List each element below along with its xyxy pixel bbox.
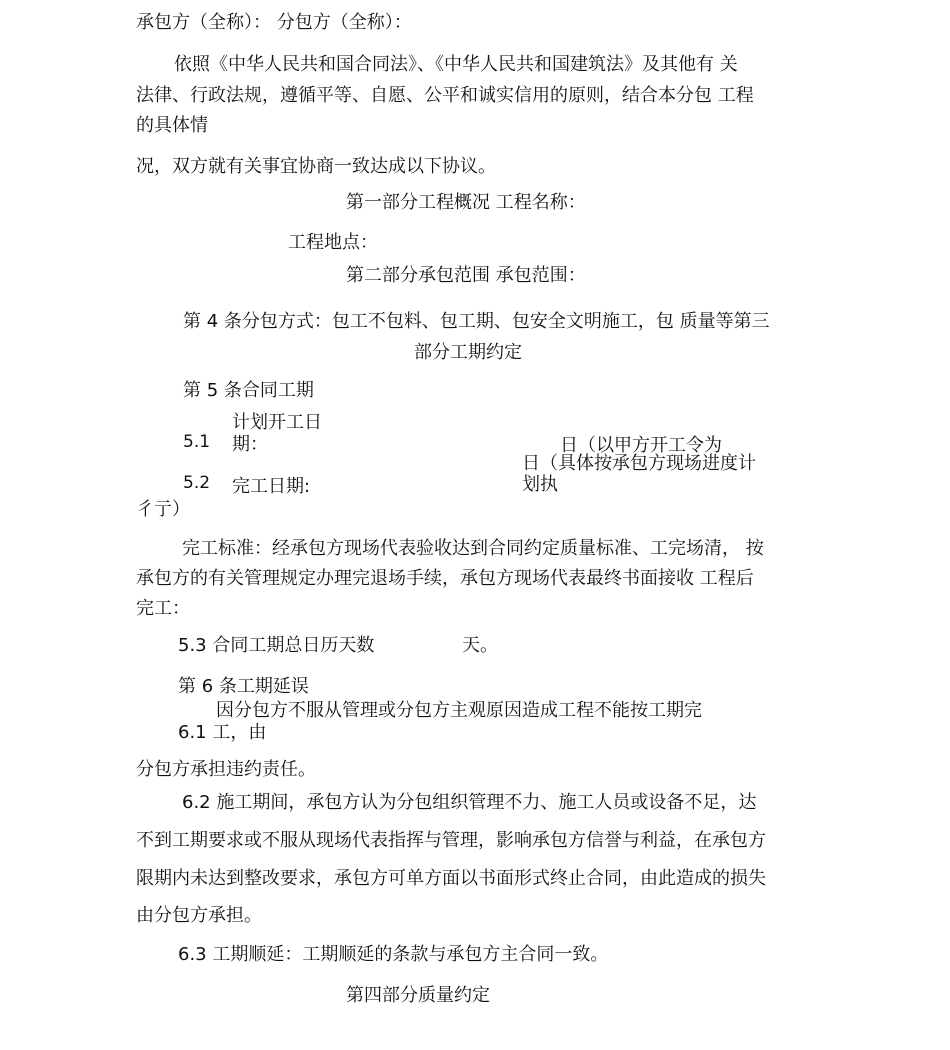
section-6-2-line-1: 6.2 施工期间，承包方认为分包组织管理不力、施工人员或设备不足，达 <box>182 792 757 813</box>
article6-title: 第 6 条工期延误 <box>178 676 309 697</box>
section-6-3: 6.3 工期顺延：工期顺延的条款与承包方主合同一致。 <box>178 944 609 965</box>
intro-line-2: 法律、行政法规，遵循平等、自愿、公平和诚实信用的原则，结合本分包 工程 <box>136 85 754 106</box>
section-5-2-tail: 彳亍） <box>136 499 190 520</box>
intro-line-1: 依照《中华人民共和国合同法》、《中华人民共和国建筑法》及其他有 关 <box>174 54 738 75</box>
section-6-1-end: 分包方承担违约责任。 <box>136 759 316 780</box>
section-5-1-number: 5.1 <box>183 432 211 452</box>
section-5-3-text: 5.3 合同工期总日历天数 <box>178 635 375 656</box>
part1-heading: 第一部分工程概况 工程名称： <box>346 192 586 213</box>
intro-line-4: 况，双方就有关事宜协商一致达成以下协议。 <box>136 156 496 177</box>
article5-title: 第 5 条合同工期 <box>183 380 314 401</box>
part4-heading: 第四部分质量约定 <box>346 985 490 1006</box>
section-5-2-date-note-b: 划执 <box>522 474 558 495</box>
section-6-1-text: 因分包方不服从管理或分包方主观原因造成工程不能按工期完 <box>216 700 702 721</box>
completion-standard-line-1: 完工标准：经承包方现场代表验收达到合同约定质量标准、工完场清， 按 <box>182 538 764 559</box>
section-6-1-number: 6.1 工，由 <box>178 722 267 743</box>
section-5-1-label-a: 计划开工日 <box>232 412 322 433</box>
section-5-2-date-note-a: 日（具体按承包方现场进度计 <box>522 453 756 474</box>
project-location: 工程地点： <box>288 232 378 253</box>
section-5-1-label-b: 期： <box>232 434 268 455</box>
part2-heading: 第二部分承包范围 承包范围： <box>346 265 586 286</box>
section-5-3-unit: 天。 <box>462 635 498 656</box>
article4-line-2: 部分工期约定 <box>414 342 522 363</box>
intro-line-3: 的具体情 <box>136 115 208 136</box>
section-6-2-line-2: 不到工期要求或不服从现场代表指挥与管理，影响承包方信誉与利益，在承包方 <box>136 830 766 851</box>
article4-line-1: 第 4 条分包方式：包工不包料、包工期、包安全文明施工，包 质量等第三 <box>183 311 770 332</box>
section-5-1-date-note: 日（以甲方开工令为 <box>560 435 722 456</box>
completion-standard-line-3: 完工： <box>136 598 190 619</box>
parties-line: 承包方（全称）： 分包方（全称）： <box>136 12 412 33</box>
section-5-2-number: 5.2 <box>183 473 211 493</box>
section-5-2-label: 完工日期: <box>232 476 311 497</box>
section-6-2-line-4: 由分包方承担。 <box>136 905 262 926</box>
section-6-2-line-3: 限期内未达到整改要求，承包方可单方面以书面形式终止合同，由此造成的损失 <box>136 868 766 889</box>
completion-standard-line-2: 承包方的有关管理规定办理完退场手续，承包方现场代表最终书面接收 工程后 <box>136 568 754 589</box>
